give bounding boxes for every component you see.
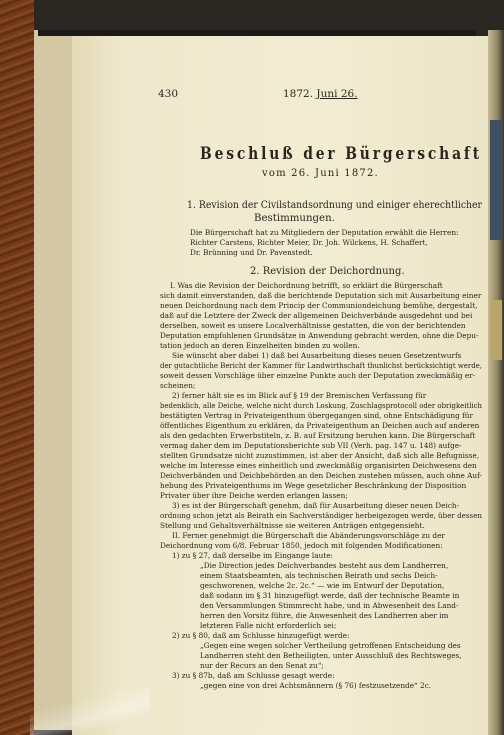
body-line: Privater über ihre Deiche werden erlangen lassen; <box>160 491 348 500</box>
body-line: „Gegen eine wegen solcher Vertheilung getroffenen Entscheidung des <box>200 641 461 650</box>
body-line: welche im Interesse eines einheitlich und zweckmäßig organisirten Deichwesens den <box>160 461 477 470</box>
body-line: hebung des Privateigenthums im Wege gesetzlicher Beschränkung der Disposition <box>160 481 467 490</box>
body-line: neuen Deichordnung nach dem Princip der Communiondeichung bemühe, dergestalt, <box>160 301 478 310</box>
body-line: letzteren Falle nicht erforderlich sei; <box>200 621 337 630</box>
header-year: 1872. <box>283 88 314 100</box>
body-line: vermag daher dem im Deputationsberichte sub VII (Verh. pag. 147 u. 148) aufge- <box>160 441 462 450</box>
body-line: „Die Direction jedes Deichverbandes besteht aus dem Landherren, <box>200 561 449 570</box>
body-line: Deichordnung vom 6/8. Februar 1850, jedoch mit folgenden Modificationen: <box>160 541 443 550</box>
body-line: geschworenen, welche 2c. 2c.“ — wie im Entwurf der Deputation, <box>200 581 445 590</box>
body-line: 3) es ist der Bürgerschaft genehm, daß für Ausarbeitung dieser neuen Deich- <box>172 501 460 510</box>
body-line: bedenklich, alle Deiche, welche nicht durch Loskung, Zuschlagsprotocoll oder obrigkeitlich <box>160 401 482 410</box>
body-line: als den gedachten Erwerbstiteln, z. B. auf Ersitzung beruhen kann. Die Bürgerschaft <box>160 431 476 440</box>
page-number: 430 <box>158 88 179 100</box>
body-line: bestätigten Vertrag in Privateigenthum übergegangen sind, ohne Entschädigung für <box>160 411 473 420</box>
body-line: nur der Recurs an den Senat zu“; <box>200 661 324 670</box>
body-line: daß sodann im § 31 hinzugefügt werde, daß der technische Beamte in <box>200 591 460 600</box>
body-line: den Versammlungen Stimmrecht habe, und in Abwesenheit des Land- <box>200 601 459 610</box>
body-line: soweit dessen Vorschläge über einzelne Punkte auch der Deputation zweckmäßig er- <box>160 371 476 380</box>
body-line: 1) zu § 27, daß derselbe im Eingange laute: <box>172 551 334 560</box>
body-line: daß auf die Letztere der Zweck der allgemeinen Deichverbände ausgedehnt und bei <box>160 311 473 320</box>
body-line: Deichverbänden und Deichbehörden an den Deichen zustehen müssen, auch ohne Auf- <box>160 471 482 480</box>
section1-line: Die Bürgerschaft hat zu Mitgliedern der Deputation erwählt die Herren: <box>190 228 459 237</box>
body-line: 2) zu § 80, daß am Schlusse hinzugefügt werde: <box>172 631 350 640</box>
header-date: Juni 26. <box>316 88 358 100</box>
body-line: Stellung und Gehaltsverhältnisse sie weiteren Anträgen entgegensieht. <box>160 521 425 530</box>
paper-tab <box>490 300 502 360</box>
book-binding <box>0 0 34 735</box>
body-line: II. Ferner genehmigt die Bürgerschaft die Abänderungsvorschläge zu der <box>172 531 445 540</box>
body-line: 2) ferner hält sie es im Blick auf § 19 der Bremischen Verfassung für <box>172 391 427 400</box>
body-line: Deputation empfohlenen Grundsätze in Anwendung gebracht werden, ohne die Depu- <box>160 331 479 340</box>
section1-line: Dr. Brünning und Dr. Pavenstedt. <box>190 248 313 257</box>
bookmark-tab <box>490 120 502 240</box>
document-subtitle: vom 26. Juni 1872. <box>262 168 379 179</box>
body-line: stellten Grundsatze nicht zuzustimmen, ist aber der Ansicht, daß sich alle Befugnisse, <box>160 451 480 460</box>
body-line: derselben, soweit es unsere Localverhältnisse gestatten, die von der berichtenden <box>160 321 466 330</box>
body-line: einem Staatsbeamten, als technischen Beirath und sechs Deich- <box>200 571 438 580</box>
section2-heading: 2. Revision der Deichordnung. <box>250 266 405 277</box>
body-line: herren den Vorsitz führe, die Anwesenheit des Landherren aber im <box>200 611 449 620</box>
body-line: Landherren steht den Betheiligten, unter Ausschluß des Rechtsweges, <box>200 651 462 660</box>
section1-heading-line1: 1. Revision der Civilstandsordnung und einiger eherechtlicher <box>187 200 482 211</box>
body-line: I. Was die Revision der Deichordnung betrifft, so erklärt die Bürgerschaft <box>170 281 443 290</box>
body-line: sich damit einverstanden, daß die berichtende Deputation sich mit Ausarbeitung einer <box>160 291 482 300</box>
body-line: tation jedoch an deren Einzelheiten binden zu wollen. <box>160 341 360 350</box>
section1-line: Richter Carstens, Richter Meier, Dr. Joh. Wilckens, H. Schaffert, <box>190 238 428 247</box>
body-line: der gutachtliche Bericht der Kammer für Landwirthschaft thunlichst berücksichtigt werde, <box>160 361 482 370</box>
body-line: „gegen eine von drei Achtsmännern (§ 76) festzusetzende“ 2c. <box>200 681 432 690</box>
body-line: Sie wünscht aber dabei 1) daß bei Ausarbeitung dieses neuen Gesetzentwurfs <box>172 351 462 360</box>
body-line: öffentliches Eigenthum zu erklären, da Privateigenthum an Deichen auch auf anderen <box>160 421 480 430</box>
page-edges <box>34 30 74 730</box>
running-header <box>283 88 358 100</box>
document-title: Beschluß der Bürgerschaft <box>200 144 482 164</box>
body-line: scheinen; <box>160 381 196 390</box>
light-glare <box>30 688 150 735</box>
body-line: 3) zu § 87b, daß am Schlusse gesagt werde: <box>172 671 335 680</box>
body-line: ordnung schon jetzt als Beirath ein Sachverständiger herbeigezogen werde, über dessen <box>160 511 482 520</box>
section1-heading-line2: Bestimmungen. <box>254 213 335 224</box>
